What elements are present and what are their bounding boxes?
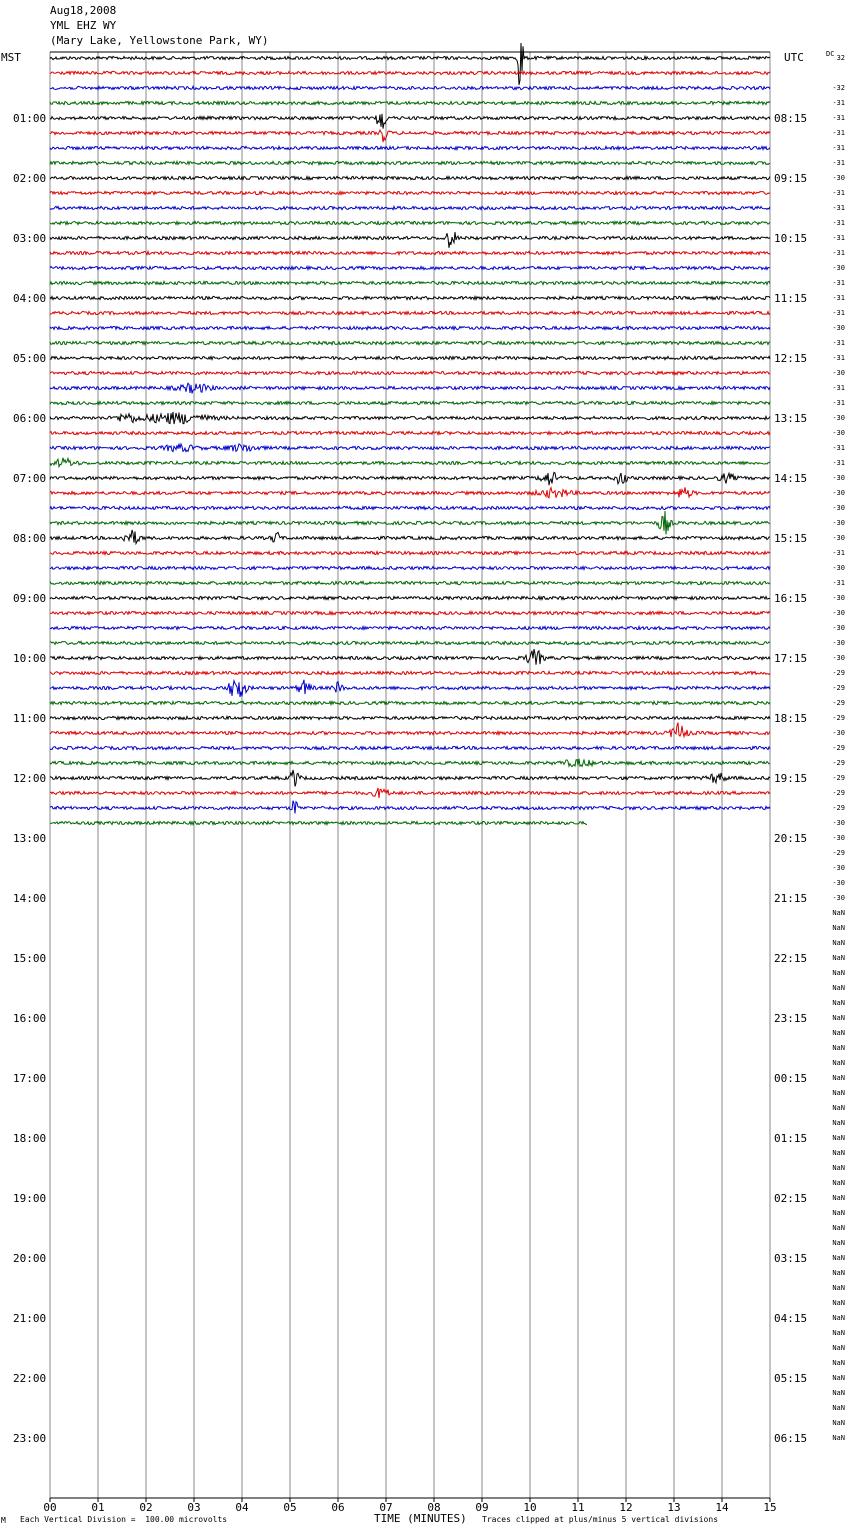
- dc-offset-value: NaN: [832, 1119, 845, 1127]
- trace-7: [50, 161, 770, 164]
- utc-hour-label: 10:15: [774, 232, 808, 245]
- mst-hour-label: 12:00: [13, 772, 47, 785]
- utc-hour-label: 12:15: [774, 352, 808, 365]
- utc-hour-label: 14:15: [774, 472, 808, 485]
- trace-44: [50, 716, 770, 719]
- dc-offset-value: -30: [832, 864, 845, 872]
- x-tick-label: 10: [523, 1501, 537, 1514]
- dc-offset-value: -31: [832, 249, 845, 257]
- trace-2: [50, 86, 770, 89]
- dc-offset-value: NaN: [832, 909, 845, 917]
- dc-offset-value: -29: [832, 789, 845, 797]
- mst-hour-label: 20:00: [13, 1252, 47, 1265]
- mst-hour-label: 06:00: [13, 412, 47, 425]
- utc-hour-label: 08:15: [774, 112, 808, 125]
- dc-offset-value: NaN: [832, 1149, 845, 1157]
- trace-17: [50, 311, 770, 314]
- mst-hour-label: 01:00: [13, 112, 47, 125]
- trace-25: [50, 431, 770, 434]
- dc-offset-value: -31: [832, 309, 845, 317]
- utc-hour-label: 21:15: [774, 892, 808, 905]
- trace-31: [50, 511, 770, 534]
- dc-offset-value: -30: [832, 564, 845, 572]
- dc-offset-value: NaN: [832, 1014, 845, 1022]
- x-tick-label: 03: [187, 1501, 201, 1514]
- dc-offset-value: NaN: [832, 1059, 845, 1067]
- dc-offset-value: -29: [832, 849, 845, 857]
- dc-offset-value: -30: [832, 609, 845, 617]
- mst-hour-label: 13:00: [13, 832, 47, 845]
- trace-40: [50, 649, 770, 665]
- dc-offset-value: -31: [832, 459, 845, 467]
- trace-37: [50, 611, 770, 614]
- dc-offset-value: -30: [832, 894, 845, 902]
- dc-offset-value: -30: [832, 324, 845, 332]
- trace-26: [50, 444, 770, 452]
- trace-13: [50, 251, 770, 254]
- dc-offset-value: NaN: [832, 1179, 845, 1187]
- dc-offset-value: -29: [832, 714, 845, 722]
- dc-offset-value: -31: [832, 189, 845, 197]
- trace-49: [50, 788, 770, 798]
- trace-23: [50, 401, 770, 404]
- mst-hour-label: 02:00: [13, 172, 47, 185]
- trace-16: [50, 296, 770, 299]
- trace-3: [50, 101, 770, 104]
- clip-note: Traces clipped at plus/minus 5 vertical divisions: [482, 1515, 719, 1524]
- trace-19: [50, 341, 770, 344]
- dc-offset-value: -31: [832, 384, 845, 392]
- station-label: YML EHZ WY: [50, 19, 117, 32]
- dc-offset-value: -29: [832, 699, 845, 707]
- utc-hour-label: 18:15: [774, 712, 808, 725]
- dc-offset-value: NaN: [832, 1224, 845, 1232]
- utc-hour-label: 16:15: [774, 592, 808, 605]
- trace-35: [50, 581, 770, 584]
- utc-hour-label: 20:15: [774, 832, 808, 845]
- dc-offset-value: -30: [832, 534, 845, 542]
- dc-offset-value: NaN: [832, 1074, 845, 1082]
- dc-offset-value: -31: [832, 144, 845, 152]
- dc-label: DC: [826, 50, 835, 58]
- trace-27: [50, 458, 770, 467]
- utc-hour-label: 06:15: [774, 1432, 808, 1445]
- dc-offset-value: NaN: [832, 954, 845, 962]
- dc-offset-value: NaN: [832, 1329, 845, 1337]
- utc-hour-label: 00:15: [774, 1072, 808, 1085]
- dc-offset-value: -30: [832, 819, 845, 827]
- dc-offset-value: NaN: [832, 1284, 845, 1292]
- dc-offset-value: -32: [832, 84, 845, 92]
- dc-offset-value: NaN: [832, 1269, 845, 1277]
- dc-offset-value: -31: [832, 159, 845, 167]
- trace-36: [50, 596, 770, 599]
- dc-offset-value: -31: [832, 399, 845, 407]
- dc-offset-value: NaN: [832, 1209, 845, 1217]
- mst-hour-label: 04:00: [13, 292, 47, 305]
- x-tick-label: 02: [139, 1501, 153, 1514]
- trace-42: [50, 680, 770, 697]
- trace-47: [50, 759, 770, 767]
- dc-offset-value: -30: [832, 624, 845, 632]
- trace-30: [50, 506, 770, 509]
- dc-offset-value: NaN: [832, 1299, 845, 1307]
- trace-4: [50, 114, 770, 129]
- dc-offset-value: -30: [832, 489, 845, 497]
- mst-hour-label: 09:00: [13, 592, 47, 605]
- dc-offset-value: -30: [832, 879, 845, 887]
- utc-hour-label: 23:15: [774, 1012, 808, 1025]
- trace-10: [50, 206, 770, 209]
- utc-hour-label: 19:15: [774, 772, 808, 785]
- dc-offset-value: NaN: [832, 1419, 845, 1427]
- dc-offset-value: NaN: [832, 1104, 845, 1112]
- dc-offset-value: -31: [832, 234, 845, 242]
- x-tick-label: 09: [475, 1501, 489, 1514]
- x-tick-label: 04: [235, 1501, 249, 1514]
- dc-offset-value: -30: [832, 519, 845, 527]
- x-tick-label: 01: [91, 1501, 105, 1514]
- mst-hour-label: 07:00: [13, 472, 47, 485]
- utc-hour-label: 05:15: [774, 1372, 808, 1385]
- x-tick-label: 13: [667, 1501, 681, 1514]
- x-tick-label: 14: [715, 1501, 729, 1514]
- dc-offset-value: -31: [832, 579, 845, 587]
- utc-label: UTC: [784, 51, 804, 64]
- dc-offset-value: -30: [832, 429, 845, 437]
- dc-offset-value: NaN: [832, 1134, 845, 1142]
- dc-offset-value: -31: [832, 549, 845, 557]
- dc-offset-value: -31: [832, 354, 845, 362]
- trace-24: [50, 412, 770, 424]
- trace-22: [50, 383, 770, 393]
- dc-offset-value: -29: [832, 669, 845, 677]
- dc-offset-value: NaN: [832, 1314, 845, 1322]
- trace-1: [50, 71, 770, 74]
- dc-offset-value: NaN: [832, 1194, 845, 1202]
- mst-hour-label: 21:00: [13, 1312, 47, 1325]
- utc-hour-label: 03:15: [774, 1252, 808, 1265]
- trace-9: [50, 191, 770, 194]
- utc-hour-label: 17:15: [774, 652, 808, 665]
- dc-offset-value: -31: [832, 279, 845, 287]
- dc-offset-value: -30: [832, 369, 845, 377]
- dc-offset-value: -31: [832, 339, 845, 347]
- trace-32: [50, 530, 770, 544]
- trace-39: [50, 641, 770, 644]
- trace-15: [50, 281, 770, 284]
- dc-offset-value: NaN: [832, 1374, 845, 1382]
- dc-offset-value: NaN: [832, 969, 845, 977]
- dc-offset-value: -31: [832, 99, 845, 107]
- utc-hour-label: 09:15: [774, 172, 808, 185]
- scale-note: Each Vertical Division = 100.00 microvolts: [20, 1515, 228, 1524]
- dc-offset-value: -31: [832, 204, 845, 212]
- dc-offset-value: -31: [832, 114, 845, 122]
- location-label: (Mary Lake, Yellowstone Park, WY): [50, 34, 269, 47]
- mst-hour-label: 11:00: [13, 712, 47, 725]
- trace-45: [50, 723, 770, 737]
- trace-38: [50, 626, 770, 629]
- trace-6: [50, 146, 770, 149]
- mst-hour-label: 05:00: [13, 352, 47, 365]
- utc-hour-labels: [774, 112, 807, 1445]
- trace-18: [50, 326, 770, 329]
- seismic-traces: [50, 43, 770, 825]
- dc-offset-value: NaN: [832, 939, 845, 947]
- dc-offset-value: -30: [832, 504, 845, 512]
- x-tick-label: 00: [43, 1501, 57, 1514]
- trace-43: [50, 701, 770, 704]
- mst-hour-label: 08:00: [13, 532, 47, 545]
- x-tick-label: 15: [763, 1501, 777, 1514]
- x-axis-title: TIME (MINUTES): [374, 1512, 467, 1525]
- dc-offset-value: NaN: [832, 1239, 845, 1247]
- x-tick-label: 08: [427, 1501, 441, 1514]
- trace-0: [50, 43, 770, 85]
- mst-hour-label: 23:00: [13, 1432, 47, 1445]
- mst-hour-label: 14:00: [13, 892, 47, 905]
- dc-offset-value: -31: [832, 219, 845, 227]
- utc-hour-label: 04:15: [774, 1312, 808, 1325]
- dc-offset-value: -29: [832, 684, 845, 692]
- trace-50: [50, 801, 770, 814]
- dc-offset-labels: [832, 54, 845, 1442]
- dc-offset-value: -29: [832, 804, 845, 812]
- trace-20: [50, 356, 770, 359]
- trace-21: [50, 371, 770, 374]
- trace-8: [50, 176, 770, 179]
- dc-offset-value: NaN: [832, 1344, 845, 1352]
- dc-offset-value: -31: [832, 444, 845, 452]
- utc-hour-label: 11:15: [774, 292, 808, 305]
- dc-offset-value: -30: [832, 264, 845, 272]
- x-tick-label: 06: [331, 1501, 345, 1514]
- dc-offset-value: -30: [832, 414, 845, 422]
- trace-48: [50, 770, 770, 787]
- mst-hour-label: 03:00: [13, 232, 47, 245]
- trace-41: [50, 671, 770, 674]
- dc-offset-value: -29: [832, 744, 845, 752]
- trace-34: [50, 566, 770, 569]
- utc-hour-label: 01:15: [774, 1132, 808, 1145]
- x-tick-label: 11: [571, 1501, 585, 1514]
- dc-offset-value: -30: [832, 594, 845, 602]
- trace-51: [50, 821, 587, 824]
- trace-14: [50, 266, 770, 269]
- trace-29: [50, 487, 770, 498]
- mst-hour-label: 17:00: [13, 1072, 47, 1085]
- mst-hour-label: 15:00: [13, 952, 47, 965]
- trace-11: [50, 221, 770, 224]
- trace-12: [50, 232, 770, 248]
- utc-hour-label: 15:15: [774, 532, 808, 545]
- dc-offset-value: NaN: [832, 924, 845, 932]
- mst-hour-label: 22:00: [13, 1372, 47, 1385]
- dc-offset-value: -29: [832, 759, 845, 767]
- mst-hour-label: 19:00: [13, 1192, 47, 1205]
- dc-offset-value: -30: [832, 729, 845, 737]
- dc-offset-value: -31: [832, 294, 845, 302]
- x-tick-label: 05: [283, 1501, 297, 1514]
- utc-hour-label: 13:15: [774, 412, 808, 425]
- mst-label: MST: [1, 51, 21, 64]
- trace-28: [50, 472, 770, 485]
- dc-offset-value: NaN: [832, 1434, 845, 1442]
- utc-hour-label: 02:15: [774, 1192, 808, 1205]
- dc-offset-value: NaN: [832, 1029, 845, 1037]
- x-tick-label: 12: [619, 1501, 633, 1514]
- trace-5: [50, 130, 770, 142]
- date-label: Aug18,2008: [50, 4, 117, 17]
- dc-offset-value: NaN: [832, 1389, 845, 1397]
- dc-offset-value: -30: [832, 174, 845, 182]
- dc-offset-value: NaN: [832, 984, 845, 992]
- grid-lines: [50, 52, 770, 1498]
- dc-offset-value: NaN: [832, 1359, 845, 1367]
- dc-offset-value: NaN: [832, 1254, 845, 1262]
- dc-offset-value: NaN: [832, 1089, 845, 1097]
- corner-mark: M: [1, 1516, 6, 1525]
- dc-offset-value: -30: [832, 639, 845, 647]
- dc-offset-value: NaN: [832, 1164, 845, 1172]
- mst-hour-label: 18:00: [13, 1132, 47, 1145]
- dc-offset-value: -30: [832, 474, 845, 482]
- dc-offset-value: -30: [832, 834, 845, 842]
- mst-hour-label: 10:00: [13, 652, 47, 665]
- mst-hour-labels: [13, 112, 46, 1445]
- mst-hour-label: 16:00: [13, 1012, 47, 1025]
- dc-offset-value: 32: [836, 54, 845, 62]
- dc-offset-value: -29: [832, 774, 845, 782]
- dc-offset-value: -30: [832, 654, 845, 662]
- trace-46: [50, 746, 770, 749]
- dc-offset-value: NaN: [832, 1044, 845, 1052]
- trace-33: [50, 551, 770, 554]
- dc-offset-value: -31: [832, 129, 845, 137]
- x-tick-label: 07: [379, 1501, 393, 1514]
- utc-hour-label: 22:15: [774, 952, 808, 965]
- dc-offset-value: NaN: [832, 999, 845, 1007]
- dc-offset-value: NaN: [832, 1404, 845, 1412]
